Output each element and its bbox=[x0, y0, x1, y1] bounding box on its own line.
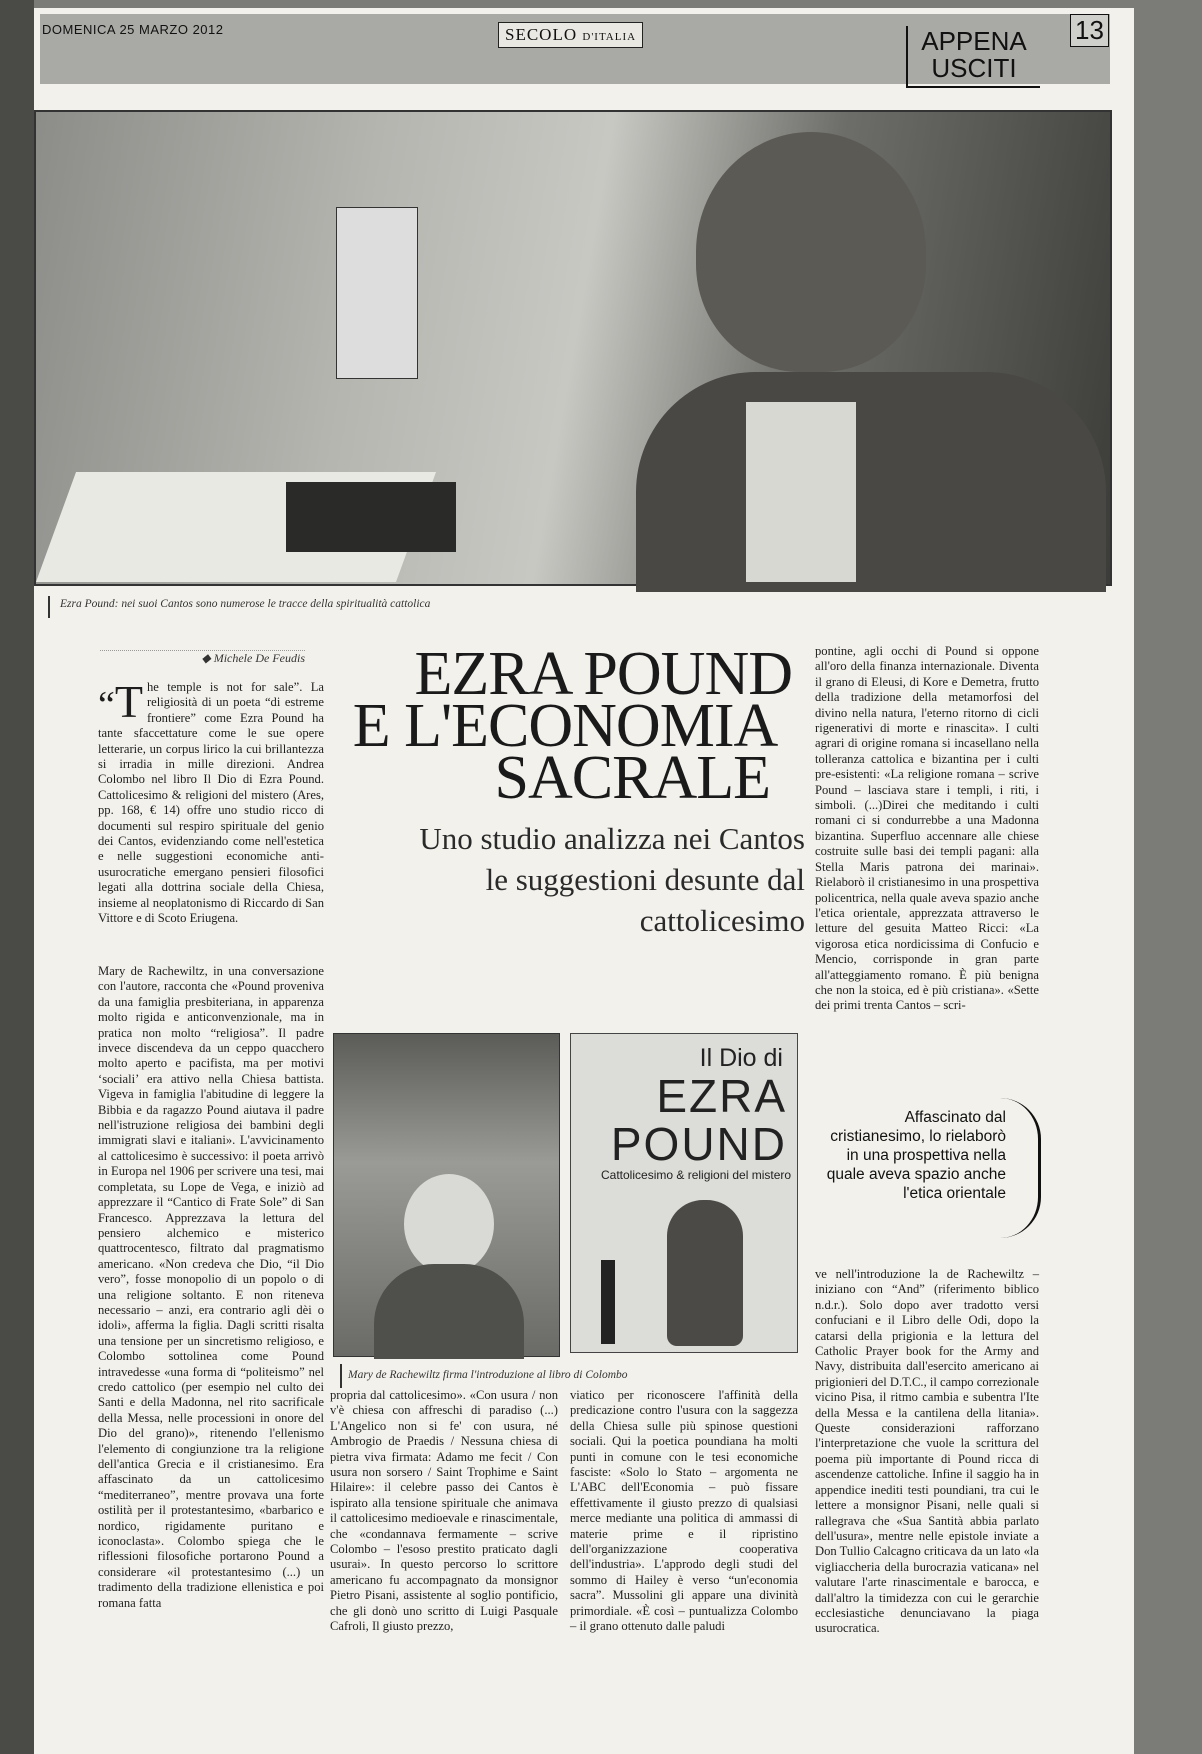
portrait-body bbox=[636, 372, 1106, 592]
newspaper-masthead bbox=[498, 22, 643, 48]
page-number: 13 bbox=[1070, 14, 1109, 47]
portrait-head bbox=[696, 132, 926, 372]
portrait-face bbox=[404, 1174, 494, 1274]
article-column-4-top bbox=[815, 644, 1039, 1069]
article-column-4-bottom bbox=[815, 1267, 1039, 1719]
photo2-caption: Mary de Rachewiltz firma l'introduzione al libro di Colombo bbox=[348, 1369, 628, 1381]
body-paragraph: pontine, agli occhi di Pound si oppone all'oro della finanza internazionale. Diventa il grano di Eleusi, di Kore e Demetra, frutto della tradizione della metamorfosi del divino nella natura, l'eterno ritorno di cicli rigenerativi di morte e rinascita». I culti agrari di origine romana si incasellano nella tolleranza cattolica e bizantina per i culti pre-esistenti: «La religione romana – scrive Pound – lasciava stare i templi, i riti, i simboli. (...)Direi che meditando i culti romani ci si condurrebbe a una Madonna bizantina. Superfluo accennare alle chiese costruite sulle basi dei templi pagani: alla Stella Maris patrona dei marinai». Rielaborò il cristianesimo in una prospettiva policentrica, nella quale aveva spazio anche l'etica orientale, apprezzata attraverso le letture del gesuita Matteo Ricci: «La vigorosa etica nordicissima di Confucio e Mencio, corrisponde in gran parte all'atteggiamento romano. È più benigna che non la stoica, ed è più cristiana». «Sette dei primi trenta Cantos – scri- bbox=[815, 644, 1039, 1013]
header-date: DOMENICA 25 MARZO 2012 bbox=[42, 22, 224, 37]
article-column-1-body bbox=[98, 964, 324, 1610]
subheadline: Uno studio analizza nei Cantos le suggestioni desunte dal cattolicesimo bbox=[419, 821, 805, 938]
intro-paragraph: he temple is not for sale”. La religiosità di un poeta “di estreme frontiere” come Ezra Pound ha tante sfaccettature come le sue opere letterarie, un corpus lirico la cui brillantezza si irradia in mille direzioni. Andrea Colombo nel libro Il Dio di Ezra Pound. Cattolicesimo & religioni del mistero (Ares, pp. 168, € 14) offre uno studio ricco di documenti sul respiro spirituale del genio dei Cantos, evidenziando come nell'estetica e nelle suggestioni economiche anti-usurocratiche emergano pensieri filosofici legati alla dottrina sociale della Chiesa, insieme al neoplatonismo di Riccardo di San Vittore e di Scoto Eriugena. bbox=[98, 680, 324, 926]
book-title-prefix: Il Dio di bbox=[699, 1044, 783, 1072]
statue-image bbox=[667, 1200, 743, 1346]
main-photo-ezra-pound bbox=[34, 110, 1112, 586]
pull-quote-bracket bbox=[1000, 1098, 1041, 1238]
wall-calendar bbox=[336, 207, 418, 379]
caption-rule bbox=[340, 1364, 342, 1388]
main-photo-caption: Ezra Pound: nei suoi Cantos sono numerose le tracce della spiritualità cattolica bbox=[48, 596, 430, 618]
body-paragraph: viatico per riconoscere l'affinità della predicazione contro l'usura con la saggezza della Chiesa sulle più spinose questioni sociali. Qui la poetica poundiana ha molti punti in comune con le tesi economiche fasciste: «Solo lo Stato – argomenta ne L'ABC dell'Economia – può fissare effettivamente il giusto prezzo di qualsiasi merce mediante una politica di ammassi di materie prime e il ripristino dell'organizzazione cooperativa dell'industria». L'approdo degli studi del sommo di Hailey è verso “un'economia sacra”. Mussolini gli appare una divinità primordiale. «È così – puntualizza Colombo – il grano ottenuto dalle paludi bbox=[570, 1388, 798, 1634]
headline-line2: E L'ECONOMIA bbox=[352, 692, 778, 760]
section-label-line2: USCITI bbox=[931, 53, 1017, 83]
page-gutter bbox=[0, 0, 34, 1754]
body-paragraph: Mary de Rachewiltz, in una conversazione con l'autore, racconta che «Pound proveniva da una famiglia presbiteriana, in apparenza molto rigida e anticonvenzionale, ma in pratica non molto “religiosa”. Il padre invece discendeva da un ceppo quacchero molto aperto e pacifista, ma per motivi ‘sociali’ era attivo nella Chiesa battista. Vigeva in famiglia l'abitudine di leggere la Bibbia e da ragazzo Pound aiutava il padre nell'istruzione religiosa dei bambini degli immigrati slavi e italiani». L'avvicinamento al cattolicesimo è successivo: il poeta arrivò in Europa nel 1906 per scrivere una tesi, mai completata, su Lope de Vega, e iniziò ad apprezzare il “Cantico di Frate Sole” di San Francesco. Apprezzava la lettura del pensiero alchemico e misterico quattrocentesco, filtrato dal pragmatismo americano. «Non credeva che Dio, “il Dio vero”, fosse monopolio di un popolo o di una religione soltanto. E non riteneva necessario – anzi, era contrario agli dèi o idoli», afferma la figlia. Dagli scritti risalta una tensione per un sincretismo religioso, e Colombo sottolinea come Pound intravedesse «una forma di “politeismo” nel credo cattolico (per esempio nel culto dei Santi e della Madonna, nel rito sacrificale della Messa, nelle processioni in onore del Dio del grano)», ritenendo l'ellenismo l'elemento di congiunzione tra la religione dell'antica Grecia e il cristianesimo. Era affascinato da un cattolicesimo “mediterraneo”, mentre provava una forte ostilità per il protestantesimo, «barbarico e nordico, rigidamente puritano e iconoclasta». Colombo spiega che le riflessioni filosofiche portarono Pound a considerare «il protestantesimo (...) un tradimento della tradizione ellenistica e poi romana fatta bbox=[98, 964, 324, 1610]
pull-quote: Affascinato dal cristianesimo, lo rielaborò in una prospettiva nella quale aveva spazio anche l'etica orientale bbox=[826, 1109, 1006, 1202]
portrait-shoulders bbox=[374, 1264, 524, 1359]
masthead-suffix: D'ITALIA bbox=[582, 31, 637, 43]
section-label-line1: APPENA bbox=[921, 26, 1027, 56]
byline: ◆ Michele De Feudis bbox=[100, 650, 305, 666]
masthead-name: SECOLO bbox=[505, 25, 578, 44]
photo-mary-de-rachewiltz bbox=[333, 1033, 560, 1357]
book-title-main: EZRA POUND bbox=[610, 1070, 787, 1170]
headline-line1: EZRA POUND bbox=[414, 640, 792, 708]
body-paragraph: ve nell'introduzione la de Rachewiltz – iniziano con “And” (riferimento biblico n.d.r.). Solo dopo aver tradotto versi confuciani e il Libro delle Odi, dopo la catarsi della prigionia e la lettura del Catholic Prayer book for the Army and Navy, distribuita dall'esercito americano ai prigionieri del D.T.C., il campo correzionale vicino Pisa, il ritmo cambia e subentra l'Ite della Messa e la cantilena della litania». Queste considerazioni rafforzano l'interpretazione che vuole la scrittura del poema più importante di Pound ricca di ascendenze cattoliche. Infine il saggio ha in appendice inediti testi poundiani, tra cui le lettere a monsignor Pisani, nelle quali si rallegrava che «Sua Santità abbia parlato dell'usura», mentre nelle epistole inviate a Don Tullio Calcagno criticava da un lato «la vigliaccheria della burocrazia vaticana» nel valutare l'arte rinascimentale e barocca, e dall'altro la timidezza con cui le gerarchie ecclesiastiche denunciavano la piaga usurocratica. bbox=[815, 1267, 1039, 1636]
book-cover bbox=[570, 1033, 798, 1353]
body-paragraph: propria dal cattolicesimo». «Con usura / non v'è chiesa con affreschi di paradiso (...) L'Angelico non si fe' con usura, né Ambrogio de Praedis / Nessuna chiesa di pietra viva firmata: Adamo me fecit / Con usura non sorsero / Saint Trophime e Saint Hilaire»: il celebre passo dei Cantos è ispirato alla tensione spirituale che animava il cattolicesimo medioevale e rinascimentale, che «condannava fermamente – scrive Colombo – l'esoso prestito praticato dagli usurai». In questo percorso lo scrittore americano fu accompagnato da monsignor Pietro Pisani, assistente al soglio pontificio, che gli donò uno scritto di Luigi Pasquale Cafroli, Il giusto prezzo, bbox=[330, 1388, 558, 1634]
article-column-1-intro bbox=[98, 676, 324, 929]
book-subtitle: Cattolicesimo & religioni del mistero bbox=[601, 1168, 792, 1182]
shirt-collar bbox=[746, 402, 856, 582]
section-label bbox=[906, 26, 1040, 88]
article-column-2 bbox=[330, 1388, 558, 1728]
headline-line3: SACRALE bbox=[494, 744, 770, 812]
drop-cap: “T bbox=[98, 676, 143, 727]
publisher-logo bbox=[601, 1260, 615, 1344]
typewriter bbox=[286, 482, 456, 552]
article-column-3 bbox=[570, 1388, 798, 1728]
headline bbox=[330, 640, 800, 812]
